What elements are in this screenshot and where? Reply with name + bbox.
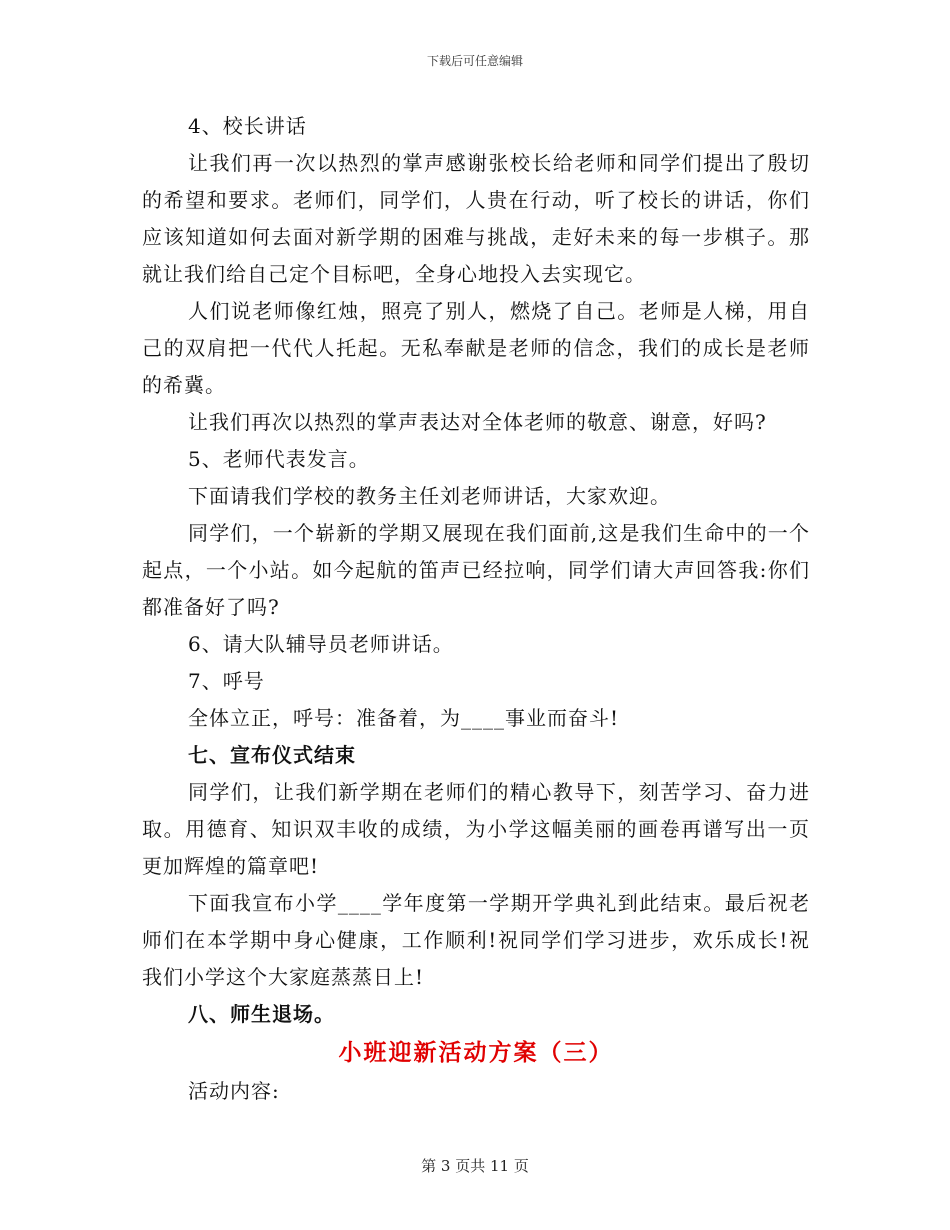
section-heading-ceremony-end: 七、宣布仪式结束	[188, 743, 356, 767]
paragraph: 人们说老师像红烛，照亮了别人，燃烧了自己。老师是人梯，用自己的双肩把一代代人托起。无私奉献是老师的信念，我们的成长是老师的希冀。	[142, 299, 810, 397]
section-heading-principal-speech: 4、校长讲话	[188, 114, 307, 138]
section-heading-teacher-speech: 5、老师代表发言。	[188, 447, 370, 471]
paragraph: 让我们再次以热烈的掌声表达对全体老师的敬意、谢意，好吗?	[188, 410, 767, 434]
page-number: 第 3 页共 11 页	[421, 1157, 529, 1175]
paragraph: 全体立正，呼号：准备着，为____事业而奋斗!	[188, 706, 620, 730]
document-body	[142, 108, 810, 1110]
section-heading-slogan: 7、呼号	[188, 669, 265, 693]
document-title: 小班迎新活动方案（三）	[338, 1039, 614, 1066]
paragraph: 同学们，一个崭新的学期又展现在我们面前,这是我们生命中的一个起点，一个小站。如今起航的笛声已经拉响，同学们请大声回答我:你们都准备好了吗?	[142, 521, 810, 619]
paragraph: 下面我宣布小学____学年度第一学期开学典礼到此结束。最后祝老师们在本学期中身心健康，工作顺利!祝同学们学习进步，欢乐成长!祝我们小学这个大家庭蒸蒸日上!	[142, 891, 810, 989]
paragraph: 同学们，让我们新学期在老师们的精心教导下，刻苦学习、奋力进取。用德育、知识双丰收的成绩，为小学这幅美丽的画卷再谱写出一页更加辉煌的篇章吧!	[142, 780, 810, 878]
paragraph: 下面请我们学校的教务主任刘老师讲话，大家欢迎。	[188, 484, 671, 508]
section-heading-counselor-speech: 6、请大队辅导员老师讲话。	[188, 632, 454, 656]
page-header-note: 下载后可任意编辑	[426, 54, 523, 68]
paragraph: 活动内容:	[188, 1079, 280, 1103]
paragraph: 让我们再一次以热烈的掌声感谢张校长给老师和同学们提出了殷切的希望和要求。老师们，同学们，人贵在行动，听了校长的讲话，你们应该知道如何去面对新学期的困难与挑战，走好未来的每一步棋子。那就让我们给自己定个目标吧，全身心地投入去实现它。	[142, 151, 810, 286]
section-heading-exit: 八、师生退场。	[188, 1002, 335, 1026]
